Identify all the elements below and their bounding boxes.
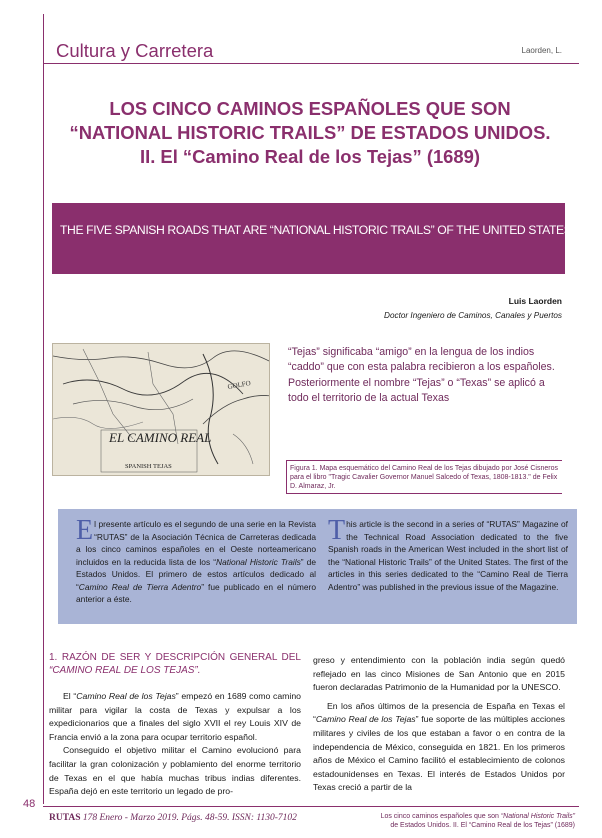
margin-rule bbox=[43, 14, 44, 804]
paragraph: El “Camino Real de los Tejas” empezó en 1689 como camino militar para vigilar la costa de Texas y expulsar a los expedicionarios que a finales del siglo XVII el rey Louis XIV de Francia envió a la zona para ocupar territorio español. bbox=[49, 691, 301, 742]
title-line-3: II. El “Camino Real de los Tejas” (1689) bbox=[139, 146, 480, 167]
title-line-2: “NATIONAL HISTORIC TRAILS” DE ESTADOS UNIDOS. bbox=[69, 122, 551, 143]
title-line-1: LOS CINCO CAMINOS ESPAÑOLES QUE SON bbox=[109, 98, 511, 119]
footer-rule bbox=[43, 806, 579, 807]
english-title-band bbox=[52, 203, 572, 274]
running-author: Laorden, L. bbox=[521, 46, 562, 55]
english-title: THE FIVE SPANISH ROADS THAT ARE “NATIONAL HISTORIC TRAILS” OF THE UNITED STATES bbox=[60, 223, 572, 237]
header-rule bbox=[43, 63, 579, 64]
figure-map-image bbox=[52, 343, 270, 476]
author-name: Luis Laorden bbox=[508, 296, 562, 306]
abstract-spanish: El presente artículo es el segundo de una serie en la Revista “RUTAS” de la Asociación Técnica de Carreteras dedicada a los cinco caminos españoles en el Oeste norteamericano incluidos en la reducida lista de los “National Historic Trails” de Estados Unidos. El primero de estos artículos dedicado al “Camino Real de Tierra Adentro” fue publicado en el número anterior a éste. bbox=[76, 515, 316, 604]
author-affiliation: Doctor Ingeniero de Caminos, Canales y Puertos bbox=[384, 311, 562, 320]
paragraph: Conseguido el objetivo militar el Camino evolucionó para facilitar la gran colonización y poblamiento del enorme territorio de Texas en el que había muchas tribus indias diferentes. España dejó en este territorio un legado de pro- bbox=[49, 745, 301, 797]
map-title: EL CAMINO REAL bbox=[109, 430, 212, 445]
footer-journal: RUTAS 178 Enero - Marzo 2019. Págs. 48-59. ISSN: 1130-7102 bbox=[49, 813, 297, 823]
paragraph: En los años últimos de la presencia de España en Texas el “Camino Real de los Tejas” fue soporte de las múltiples acciones militares y civiles de los que estaban a favor o en contra de la independencia de México, conseguida en 1821. En los primeros años de México el Camino facilitó el establecimiento de colonos estadounidenses en Texas. El interés de Estados Unidos por Texas creció a partir de la bbox=[313, 700, 565, 793]
page-number: 48 bbox=[23, 798, 36, 810]
svg-text:GOLFO: GOLFO bbox=[226, 379, 252, 391]
abstract-english: This article is the second in a series of “RUTAS” Magazine of the Technical Road Association dedicated to the five Spanish roads in the American West included in the short list of the “National Historic Trails” of the United States. The first of the articles in this series dedicated to the “Camino Real de Tierra Adentro” was published in the previous issue of the Magazine. bbox=[328, 515, 568, 592]
figure-caption: Figura 1. Mapa esquemático del Camino Real de los Tejas dibujado por José Cisneros para el libro "Tragic Cavalier Governor Manuel Salcedo of Texas, 1808-1813." de Felix D. Almaraz, Jr. bbox=[286, 460, 562, 494]
paragraph: greso y entendimiento con la población india según quedó reflejado en las cinco Misiones de San Antonio que en 2015 fueron declaradas Patrimonio de la Humanidad por la UNESCO. bbox=[313, 655, 565, 693]
body-column-right bbox=[313, 654, 565, 795]
section-heading: 1. RAZÓN DE SER Y DESCRIPCIÓN GENERAL DEL “CAMINO REAL DE LOS TEJAS”. bbox=[49, 652, 301, 676]
abstract-box bbox=[58, 509, 577, 624]
footer-running-title: Los cinco caminos españoles que son “National Historic Trails” de Estados Unidos. II. El “Camino Real de los Tejas” (1689) bbox=[380, 813, 575, 829]
pull-quote: “Tejas” significaba “amigo” en la lengua de los indios “caddo” que con esta palabra recibieron a los españoles. Posteriormente el nombre “Tejas” o “Texas” se aplicó a todo el territorio de la actual Texas bbox=[288, 346, 555, 404]
drop-cap: T bbox=[328, 515, 346, 546]
body-column-left bbox=[49, 651, 301, 799]
article-title bbox=[60, 97, 560, 169]
section-title: Cultura y Carretera bbox=[56, 40, 214, 61]
map-subtitle: SPANISH TEJAS bbox=[125, 463, 172, 470]
drop-cap: E bbox=[76, 515, 94, 546]
